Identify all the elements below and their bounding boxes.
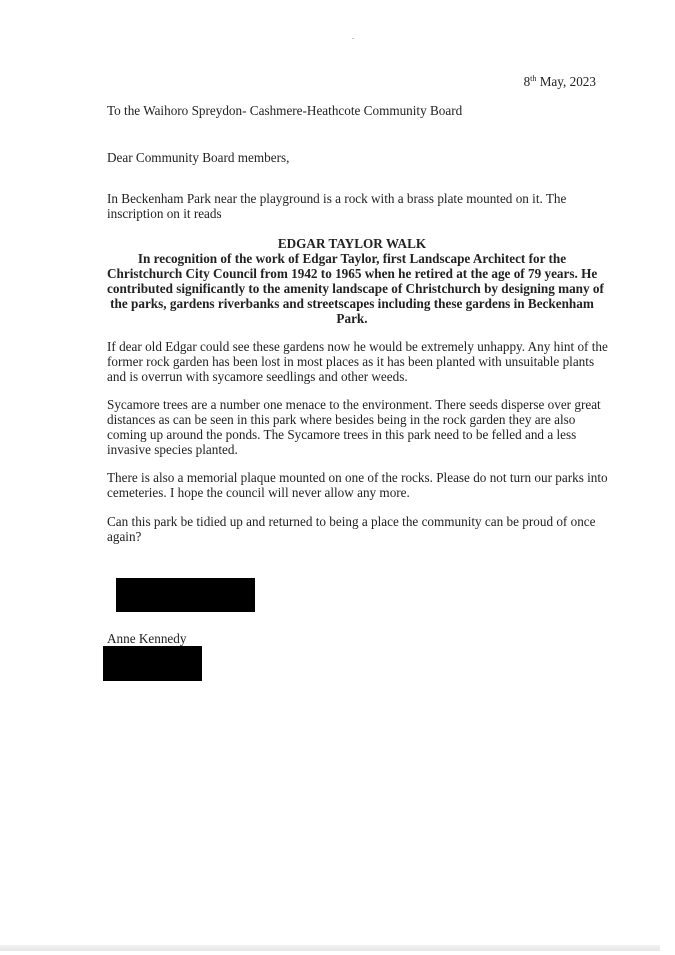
paragraph-line: former rock garden has been lost in most places as it has been planted with unsuitable plants — [107, 354, 595, 369]
paragraph-line: There is also a memorial plaque mounted on one of the rocks. Please do not turn our parks into — [107, 470, 608, 485]
inscription-line: contributed significantly to the amenity landscape of Christchurch by designing many of — [107, 281, 604, 296]
scan-speck — [352, 38, 354, 39]
paragraph-line: If dear old Edgar could see these gardens now he would be extremely unhappy. Any hint of the — [107, 339, 608, 354]
paragraph-line: distances as can be seen in this park where besides being in the rock garden they are also — [107, 412, 576, 427]
inscription-line: In recognition of the work of Edgar Taylor, first Landscape Architect for the — [137, 251, 567, 266]
closing-request-paragraph — [107, 514, 597, 544]
date-ordinal-suffix: th — [530, 74, 537, 83]
inscription-line: Park. — [336, 311, 368, 326]
salutation: Dear Community Board members, — [107, 150, 290, 165]
inscription-line: Christchurch City Council from 1942 to 1965 when he retired at the age of 79 years. He — [107, 266, 598, 281]
plaque-paragraph — [107, 470, 608, 500]
addressee-line: To the Waihoro Spreydon- Cashmere-Heathcote Community Board — [107, 103, 463, 118]
paragraph-line: coming up around the ponds. The Sycamore trees in this park need to be felled and a less — [107, 427, 577, 442]
redacted-contact-details — [103, 646, 202, 681]
paragraph-line: again? — [107, 529, 142, 544]
paragraph-line: invasive species planted. — [107, 442, 238, 457]
paragraph-line: Can this park be tidied up and returned to being a place the community can be proud of once — [107, 514, 596, 529]
intro-line: inscription on it reads — [107, 206, 222, 221]
intro-line: In Beckenham Park near the playground is a rock with a brass plate mounted on it. The — [107, 191, 567, 206]
gardens-paragraph — [107, 339, 608, 384]
intro-paragraph — [107, 191, 597, 221]
inscription-line: the parks, gardens riverbanks and streetscapes including these gardens in Beckenham — [110, 296, 594, 311]
plaque-inscription — [107, 236, 604, 326]
sycamore-paragraph — [107, 397, 601, 457]
inscription-heading: EDGAR TAYLOR WALK — [277, 236, 427, 251]
scan-bottom-edge — [0, 945, 660, 951]
paragraph-line: cemeteries. I hope the council will never allow any more. — [107, 485, 410, 500]
paragraph-line: and is overrun with sycamore seedlings and other weeds. — [107, 369, 408, 384]
redacted-signature — [116, 578, 255, 612]
letter-date: 8th May, 2023 — [523, 74, 596, 89]
signer-name: Anne Kennedy — [107, 631, 187, 646]
paragraph-line: Sycamore trees are a number one menace to the environment. There seeds disperse over great — [107, 397, 601, 412]
